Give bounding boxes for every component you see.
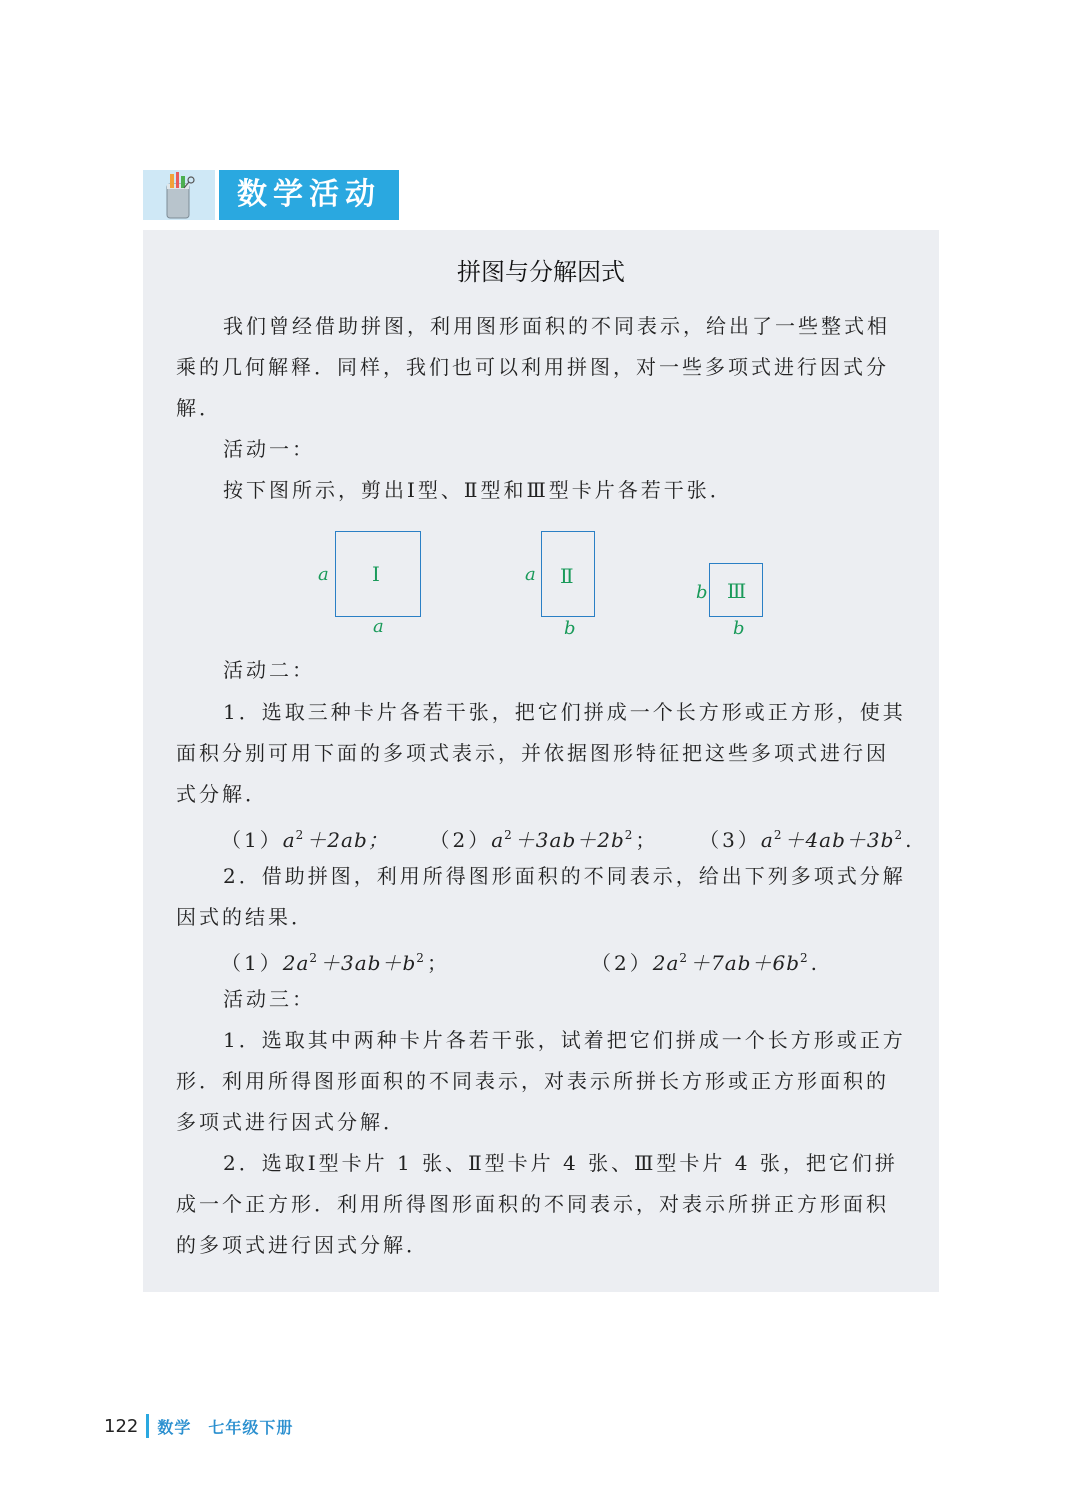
- section-banner: [143, 170, 399, 220]
- text-line: 其面积分别可用下面的多项式表示，并依据图形特征把这些多项式进: [176, 700, 906, 765]
- expr-prefix: （2）: [591, 951, 653, 975]
- superscript: 2: [679, 951, 691, 965]
- activity2-item2-expr1: [221, 938, 450, 984]
- text-line: 行因式分解．: [176, 741, 889, 806]
- activity3-heading: 活动三：: [223, 987, 315, 1011]
- expr-part: ＋3ab＋b: [320, 951, 417, 975]
- superscript: 2: [773, 828, 785, 842]
- text-line: 2．选取Ⅰ型卡片 1 张、Ⅱ型卡片 4 张、Ⅲ型卡片 4 张，把它们拼: [223, 1151, 898, 1175]
- superscript: 2: [504, 828, 515, 842]
- card-type-2-side: a: [525, 564, 536, 585]
- superscript: 2: [416, 951, 427, 965]
- activity2-item1-exprs: [221, 815, 914, 861]
- card-type-1-bottom: a: [373, 616, 384, 637]
- expr-part: ；: [426, 951, 450, 975]
- card-type-1-side: a: [318, 564, 329, 585]
- text-line: 积的多项式进行因式分解．: [176, 1069, 889, 1134]
- expr-part: ＋7ab＋6b: [690, 951, 801, 975]
- card-type-3-bottom: b: [733, 618, 745, 639]
- expr-prefix: （3）: [699, 828, 761, 852]
- expr-part: a: [282, 828, 296, 852]
- footer-divider: [146, 1414, 149, 1438]
- intro-line: 式分解．: [176, 355, 889, 420]
- superscript: 2: [800, 951, 811, 965]
- activity2-heading: 活动二：: [223, 658, 315, 682]
- expr-part: .: [810, 951, 821, 975]
- text-line: 积的多项式进行因式分解．: [176, 1192, 889, 1257]
- expr-part: ＋2ab；: [306, 828, 389, 852]
- card-figure: [143, 520, 939, 650]
- superscript: 2: [894, 828, 906, 842]
- activity2-item1: [176, 692, 911, 815]
- superscript: 2: [295, 828, 307, 842]
- activity2-item2-expr2: [591, 938, 820, 984]
- book-title: 数学 七年级下册: [157, 1417, 294, 1437]
- superscript: 2: [624, 828, 636, 842]
- activity3-item2: [176, 1143, 911, 1266]
- expr-part: 2a: [282, 951, 310, 975]
- activity3-item1: [176, 1020, 911, 1143]
- expr-part: ＋4ab＋3b: [784, 828, 895, 852]
- text-line: 1．选取三种卡片各若干张，把它们拼成一个长方形或正方形，使: [223, 700, 883, 724]
- card-type-3-side: b: [696, 582, 708, 603]
- card-type-2-bottom: b: [564, 618, 576, 639]
- intro-line: 相乘的几何解释．同样，我们也可以利用拼图，对一些多项式进行因: [176, 314, 890, 379]
- panel-title: 拼图与分解因式: [457, 258, 625, 286]
- banner-title: 数学活动: [219, 170, 399, 220]
- page-footer: [104, 1411, 293, 1441]
- superscript: 2: [309, 951, 321, 965]
- expr-part: a: [491, 828, 505, 852]
- activity-panel: [143, 230, 939, 1292]
- pencil-cup-icon: [143, 170, 215, 220]
- expr-part: a: [760, 828, 774, 852]
- card-type-1-label: Ⅰ: [372, 562, 380, 586]
- activity1-text: 按下图所示，剪出Ⅰ型、Ⅱ型和Ⅲ型卡片各若干张．: [223, 478, 733, 502]
- expr-prefix: （1）: [221, 828, 283, 852]
- card-type-2-label: Ⅱ: [560, 564, 574, 588]
- text-line: 成一个正方形．利用所得图形面积的不同表示，对表示所拼正方形面: [176, 1192, 866, 1216]
- card-type-3-label: Ⅲ: [727, 579, 747, 603]
- intro-line: 我们曾经借助拼图，利用图形面积的不同表示，给出了一些整式: [223, 314, 867, 338]
- expr-part: .: [905, 828, 915, 852]
- activity2-item2: [176, 856, 911, 938]
- expr-part: 2a: [652, 951, 680, 975]
- page-number: 122: [104, 1415, 139, 1437]
- text-line: 解因式的结果．: [176, 864, 906, 929]
- expr-prefix: （1）: [221, 951, 283, 975]
- text-line: 1．选取其中两种卡片各若干张，试着把它们拼成一个长方形或正: [223, 1028, 883, 1052]
- activity1-heading: 活动一：: [223, 437, 315, 461]
- expr-prefix: （2）: [429, 828, 492, 852]
- text-line: 方形．利用所得图形面积的不同表示，对表示所拼长方形或正方形面: [176, 1028, 906, 1093]
- intro-paragraph: [176, 306, 911, 429]
- text-line: 2．借助拼图，利用所得图形面积的不同表示，给出下列多项式分: [223, 864, 883, 888]
- expr-part: ＋3ab＋2b: [514, 828, 625, 852]
- expr-part: ；: [635, 828, 659, 852]
